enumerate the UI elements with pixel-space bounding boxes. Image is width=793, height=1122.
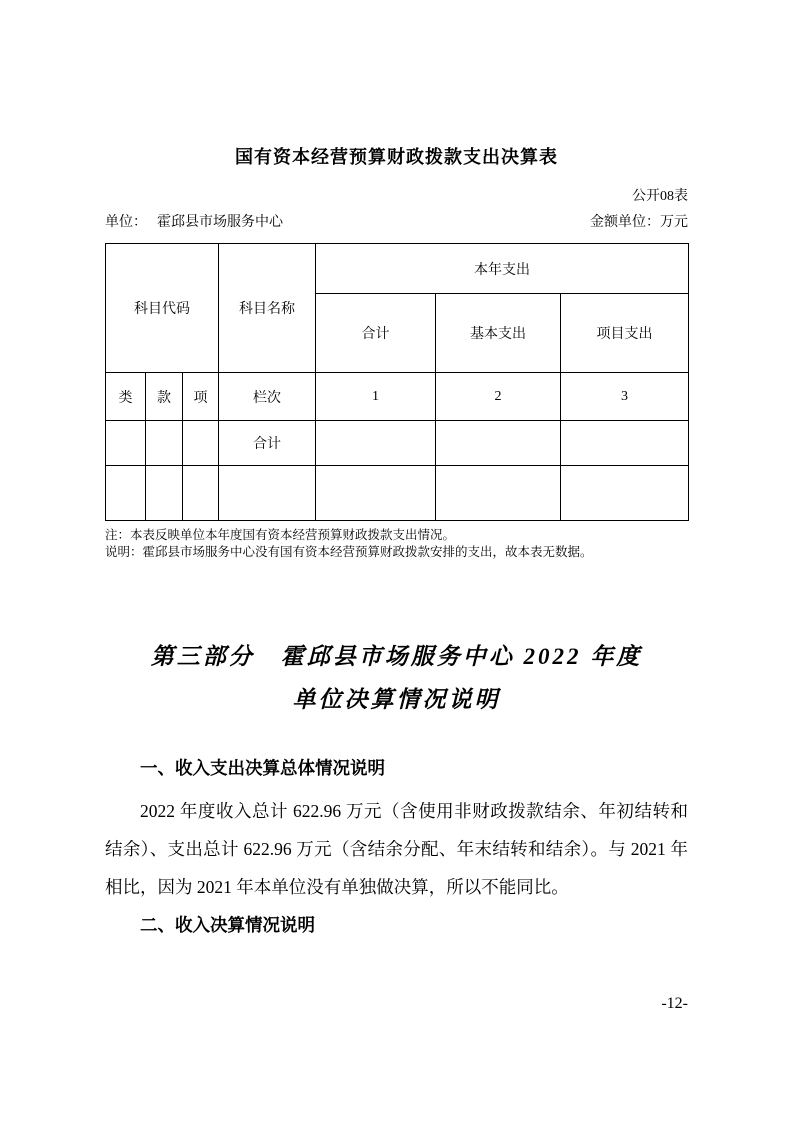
cell-code: [106, 421, 146, 466]
subsection-title-2: 二、收入决算情况说明: [140, 915, 315, 935]
cell-value: [436, 421, 561, 466]
cell-value: [436, 466, 561, 521]
cell-column-index: 栏次: [219, 373, 316, 421]
section-heading-line2: 单位决算情况说明: [292, 687, 501, 712]
table-note: 注：本表反映单位本年度国有资本经营预算财政拨款支出情况。: [105, 528, 456, 542]
section-heading-line1: 第三部分 霍邱县市场服务中心 2022 年度: [150, 644, 643, 669]
table-row: [106, 466, 689, 521]
cell-subject-name: 科目名称: [219, 244, 316, 373]
cell-category: 类: [106, 373, 146, 421]
table-notes: [105, 527, 688, 561]
cell-value: [316, 466, 436, 521]
cell-value: [561, 466, 689, 521]
cell-col-2: 2: [436, 373, 561, 421]
cell-code: [183, 421, 219, 466]
cell-value: [316, 421, 436, 466]
cell-section: 款: [146, 373, 183, 421]
page-number: -12-: [661, 995, 688, 1012]
section-heading: [105, 635, 688, 721]
unit-name: 霍邱县市场服务中心: [157, 215, 283, 230]
table-index-row: [106, 373, 689, 421]
cell-value: [561, 421, 689, 466]
unit-info: [105, 214, 283, 232]
page-title: 国有资本经营预算财政拨款支出决算表: [235, 147, 558, 167]
cell-col-1: 1: [316, 373, 436, 421]
expenditure-table: [105, 243, 689, 521]
cell-col-3: 3: [561, 373, 689, 421]
table-number: 公开08表: [632, 189, 688, 204]
cell-code: [146, 421, 183, 466]
amount-unit-label: 金额单位：万元: [590, 215, 688, 230]
cell-code: [183, 466, 219, 521]
body-paragraph: 2022 年度收入总计 622.96 万元（含使用非财政拨款结余、年初结转和结余）、支出总计 622.96 万元（含结余分配、年末结转和结余）。与 2021 年相比，因为 2021 年本单位没有单独做决算，所以不能同比。: [105, 801, 688, 897]
cell-subject-code: 科目代码: [106, 244, 219, 373]
cell-code: [146, 466, 183, 521]
cell-total-header: 合计: [316, 294, 436, 373]
subsection-title-1: 一、收入支出决算总体情况说明: [140, 758, 385, 778]
table-explanation: 说明：霍邱县市场服务中心没有国有资本经营预算财政拨款安排的支出，故本表无数据。: [105, 545, 593, 559]
cell-item: 项: [183, 373, 219, 421]
cell-current-year-expenditure: 本年支出: [316, 244, 689, 294]
table-meta-row: [105, 214, 688, 232]
cell-code: [106, 466, 146, 521]
table-header-row-1: [106, 244, 689, 294]
cell-basic-expenditure-header: 基本支出: [436, 294, 561, 373]
cell-project-expenditure-header: 项目支出: [561, 294, 689, 373]
table-row: [106, 421, 689, 466]
unit-label: 单位：: [105, 215, 147, 230]
cell-row-name: [219, 466, 316, 521]
cell-row-name: 合计: [219, 421, 316, 466]
